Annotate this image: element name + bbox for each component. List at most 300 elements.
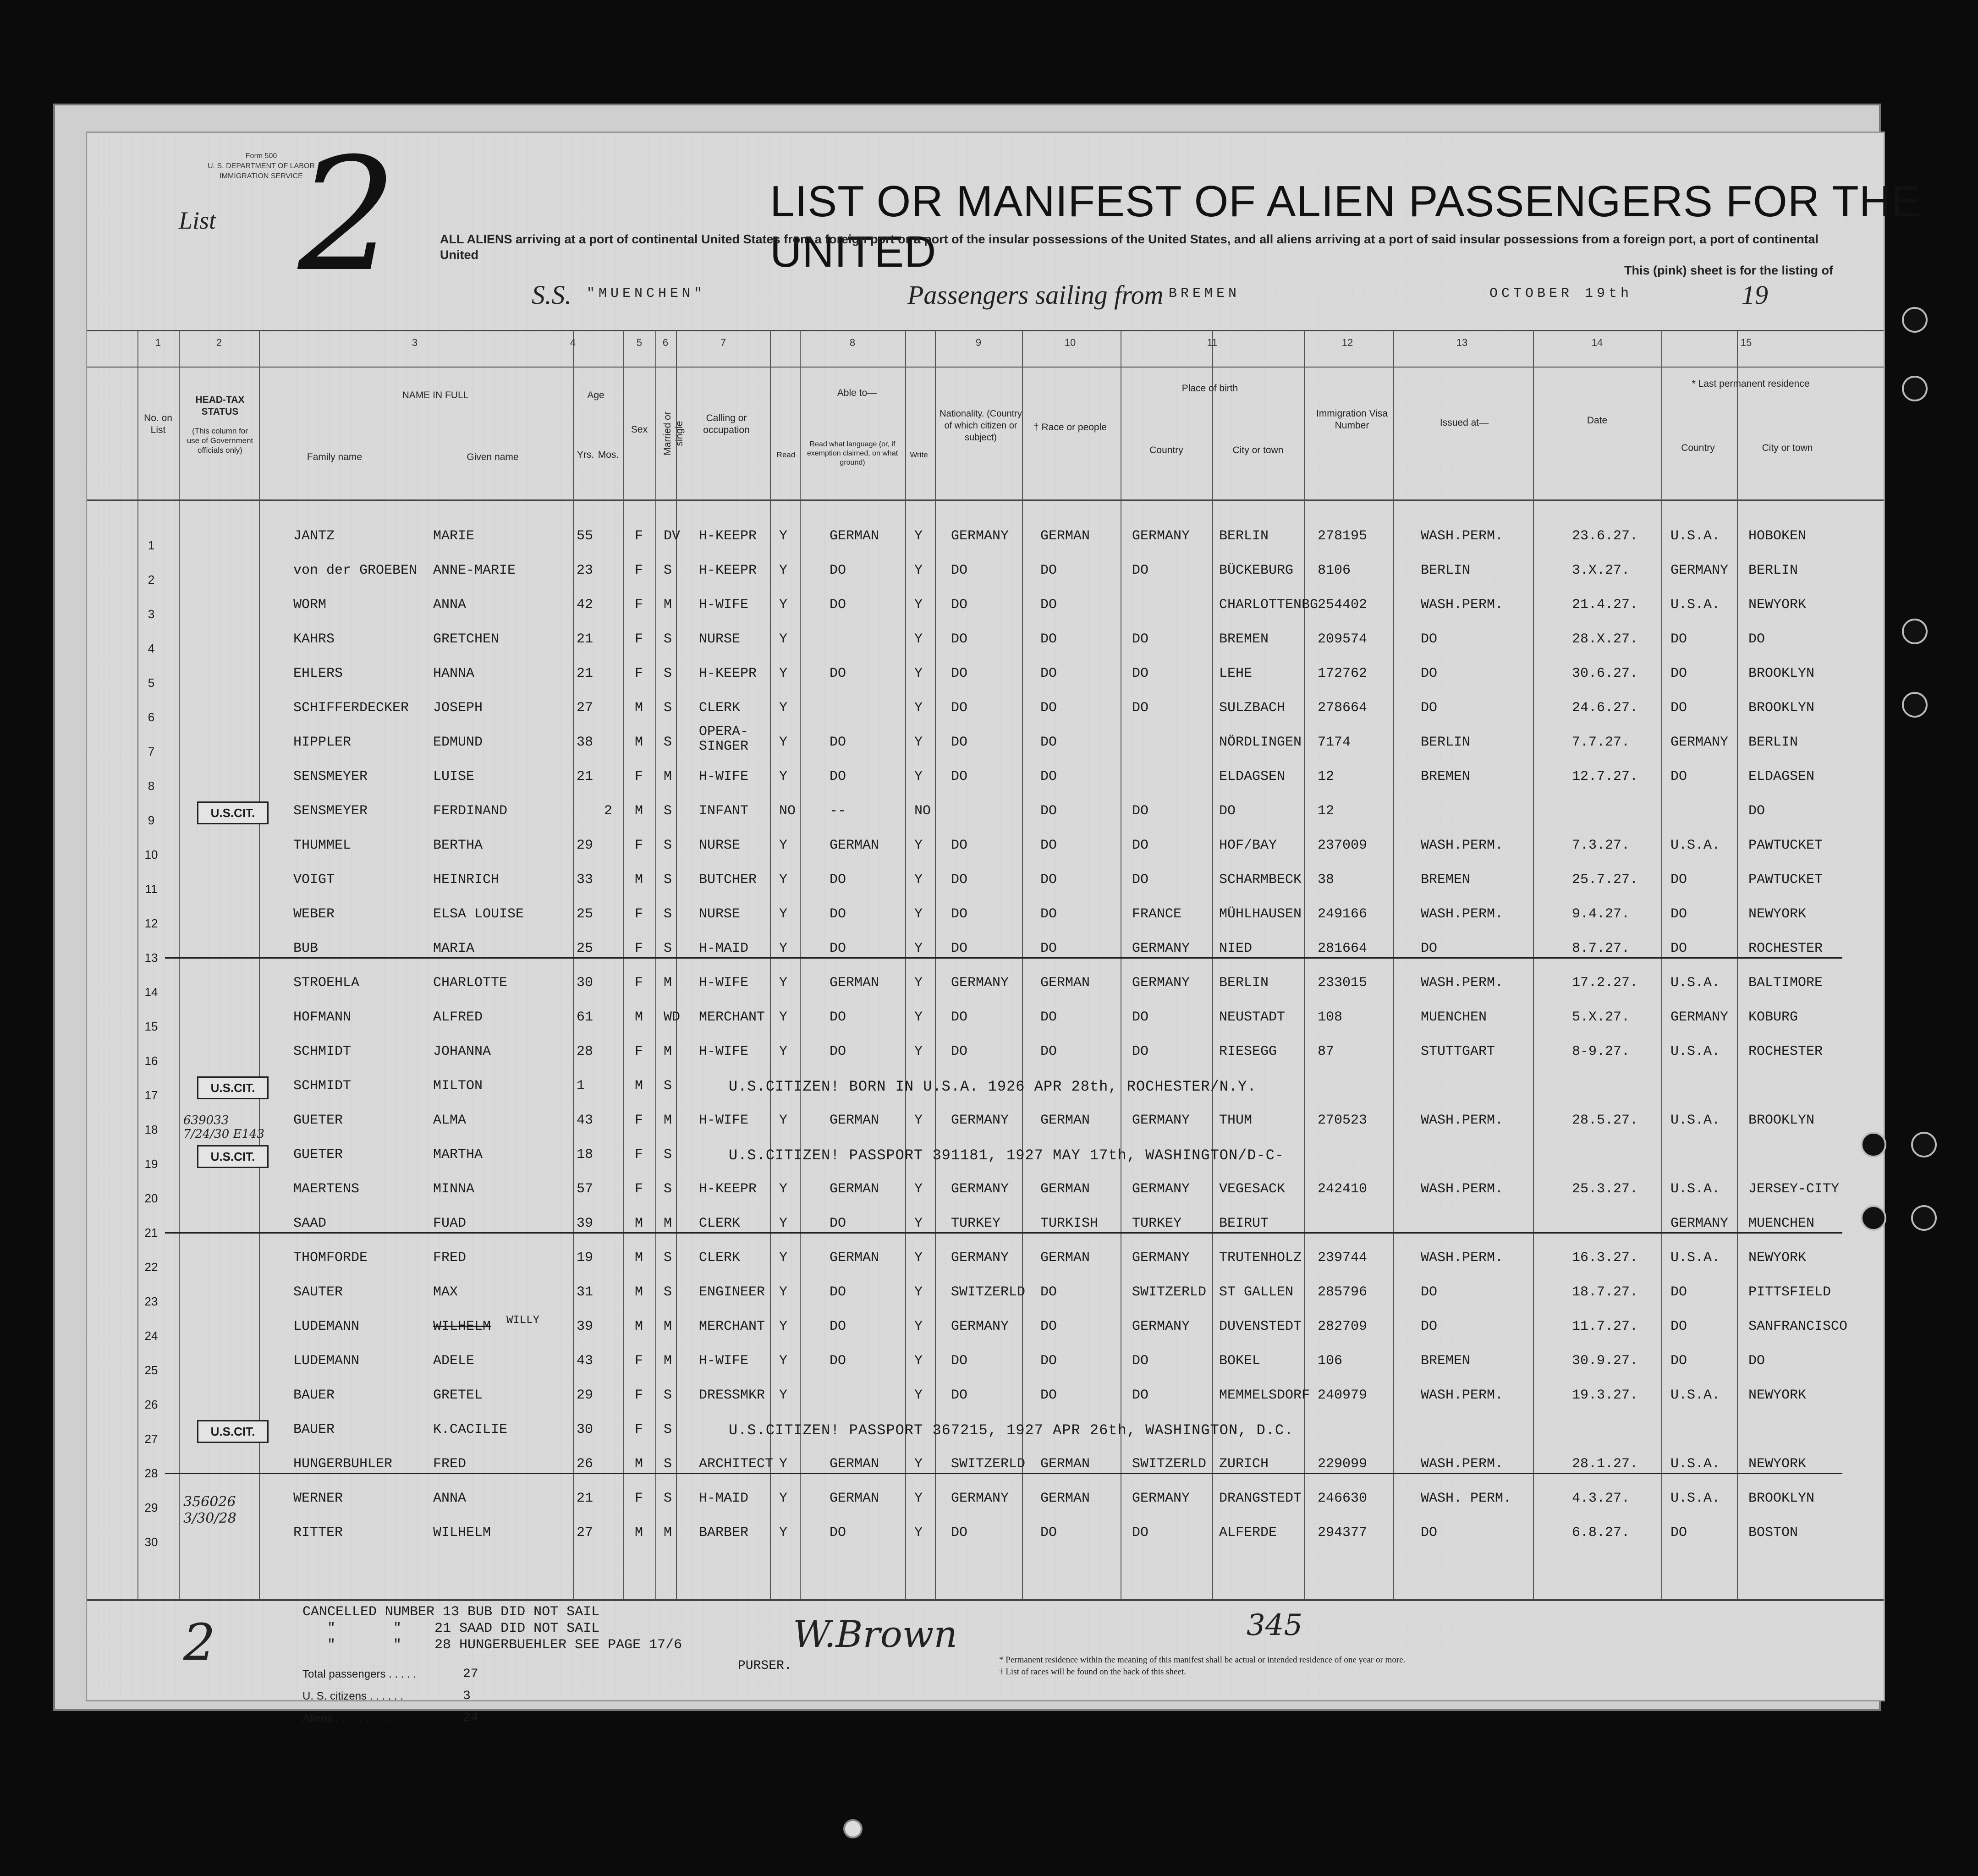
visa-date: 11.7.27. bbox=[1572, 1319, 1638, 1334]
table-row bbox=[0, 1173, 1978, 1207]
visa-date: 12.7.27. bbox=[1572, 769, 1638, 784]
hdr-place-of-birth: Place of birth bbox=[1181, 383, 1238, 394]
birth-country: SWITZERLD bbox=[1132, 1284, 1207, 1300]
birth-city: HOF/BAY bbox=[1219, 838, 1277, 853]
residence-country: DO bbox=[1670, 872, 1687, 888]
can-read: Y bbox=[779, 1216, 788, 1231]
column-number: 15 bbox=[1740, 337, 1752, 348]
birth-city: BREMEN bbox=[1219, 631, 1269, 647]
issued-at: WASH.PERM. bbox=[1421, 975, 1504, 991]
birth-country: DO bbox=[1132, 631, 1149, 647]
race: DO bbox=[1040, 1009, 1057, 1025]
given-name: BERTHA bbox=[433, 838, 483, 853]
nationality: SWITZERLD bbox=[951, 1284, 1026, 1300]
residence-country: DO bbox=[1670, 700, 1687, 716]
hdr-read: Read bbox=[776, 450, 796, 459]
read-language: -- bbox=[830, 803, 846, 819]
cancellation-notes: CANCELLED NUMBER 13 BUB DID NOT SAIL " " 21 SAAD DID NOT SAIL " " 28 HUNGERBUEHLER SEE PAGE 17/6 bbox=[302, 1604, 682, 1653]
strike-through-line bbox=[165, 1473, 1842, 1474]
hdr-res-country: Country bbox=[1681, 443, 1715, 453]
age-years: 57 bbox=[577, 1181, 593, 1197]
can-write: Y bbox=[914, 1319, 923, 1334]
visa-number: 281664 bbox=[1318, 941, 1368, 956]
read-language: DO bbox=[830, 563, 846, 578]
hdr-read-language: Read what language (or, if exemption claimed, on what ground) bbox=[807, 440, 898, 466]
colnum-rule bbox=[87, 367, 1884, 368]
race: GERMAN bbox=[1040, 528, 1090, 544]
sailing-port: BREMEN bbox=[1169, 286, 1241, 302]
nationality: DO bbox=[951, 700, 968, 716]
marital-status: S bbox=[664, 1147, 672, 1163]
marital-status: S bbox=[664, 735, 672, 750]
nationality: TURKEY bbox=[951, 1216, 1001, 1231]
can-write: Y bbox=[914, 1456, 923, 1472]
row-number: 25 bbox=[144, 1363, 158, 1377]
residence-country: U.S.A. bbox=[1670, 838, 1720, 853]
sex: F bbox=[635, 1147, 643, 1163]
can-read: Y bbox=[779, 666, 788, 681]
visa-date: 28.X.27. bbox=[1572, 631, 1638, 647]
table-row bbox=[0, 933, 1978, 966]
list-label: List bbox=[179, 207, 216, 234]
hdr-issued-at: Issued at— bbox=[1440, 417, 1489, 428]
birth-country: GERMANY bbox=[1132, 1319, 1190, 1334]
age-years: 28 bbox=[577, 1044, 593, 1059]
nationality: DO bbox=[951, 631, 968, 647]
table-row bbox=[0, 1276, 1978, 1310]
nationality: DO bbox=[951, 838, 968, 853]
race: GERMAN bbox=[1040, 1113, 1090, 1128]
sex: M bbox=[635, 1456, 643, 1472]
age-years: 1 bbox=[577, 1078, 585, 1094]
residence-city: ROCHESTER bbox=[1748, 1044, 1823, 1059]
birth-city: SULZBACH bbox=[1219, 700, 1286, 716]
visa-date: 8.7.27. bbox=[1572, 941, 1630, 956]
birth-country: DO bbox=[1132, 1353, 1149, 1369]
fine-print: * Permanent residence within the meaning of this manifest shall be actual or intended residence of one year or more. † List of races will be found on the back of this sheet. bbox=[999, 1655, 1406, 1677]
given-name: LUISE bbox=[433, 769, 475, 784]
nationality: GERMANY bbox=[951, 1491, 1009, 1506]
birth-country: DO bbox=[1132, 838, 1149, 853]
manifest-subtitle: ALL ALIENS arriving at a port of continental United States from a foreign port or a port of the insular possessions of the United States, and all aliens arriving at a port of said insular possessions from a foreign port, a port of continental United This (pink) sheet is for the listing of bbox=[440, 232, 1833, 277]
sex: F bbox=[635, 666, 643, 681]
age-years: 26 bbox=[577, 1456, 593, 1472]
birth-country: SWITZERLD bbox=[1132, 1456, 1207, 1472]
visa-date: 21.4.27. bbox=[1572, 597, 1638, 613]
read-language: DO bbox=[830, 1044, 846, 1059]
age-years: 27 bbox=[577, 1525, 593, 1541]
hdr-last-residence: * Last permanent residence bbox=[1692, 378, 1810, 389]
visa-number: 239744 bbox=[1318, 1250, 1368, 1266]
residence-city: BALTIMORE bbox=[1748, 975, 1823, 991]
residence-city: DO bbox=[1748, 803, 1765, 819]
total-passengers-value: 27 bbox=[463, 1667, 478, 1681]
marital-status: S bbox=[664, 700, 672, 716]
race: DO bbox=[1040, 563, 1057, 578]
birth-city: VEGESACK bbox=[1219, 1181, 1286, 1197]
nationality: GERMANY bbox=[951, 1250, 1009, 1266]
marital-status: S bbox=[664, 563, 672, 578]
age-years: 25 bbox=[577, 941, 593, 956]
family-name: MAERTENS bbox=[293, 1181, 360, 1197]
family-name: SENSMEYER bbox=[293, 769, 368, 784]
table-row bbox=[0, 658, 1978, 691]
hdr-mos: Mos. bbox=[598, 450, 619, 460]
race: GERMAN bbox=[1040, 1250, 1090, 1266]
can-write: Y bbox=[914, 597, 923, 613]
race: DO bbox=[1040, 769, 1057, 784]
residence-city: ROCHESTER bbox=[1748, 941, 1823, 956]
row-number: 22 bbox=[144, 1260, 158, 1274]
residence-country: U.S.A. bbox=[1670, 1113, 1720, 1128]
race: DO bbox=[1040, 1388, 1057, 1403]
occupation: H-KEEPR bbox=[699, 666, 757, 681]
visa-date: 5.X.27. bbox=[1572, 1009, 1630, 1025]
visa-number: 278195 bbox=[1318, 528, 1368, 544]
residence-city: ELDAGSEN bbox=[1748, 769, 1815, 784]
residence-city: BERLIN bbox=[1748, 735, 1798, 750]
issued-at: DO bbox=[1421, 700, 1438, 716]
family-name: von der GROEBEN bbox=[293, 563, 418, 578]
family-name: WORM bbox=[293, 597, 327, 613]
residence-country: U.S.A. bbox=[1670, 1250, 1720, 1266]
age-years: 43 bbox=[577, 1113, 593, 1128]
visa-number: 209574 bbox=[1318, 631, 1368, 647]
table-row bbox=[0, 795, 1978, 829]
footer-rule bbox=[87, 1599, 1884, 1601]
age-years: 21 bbox=[577, 769, 593, 784]
visa-date: 9.4.27. bbox=[1572, 906, 1630, 922]
can-write: Y bbox=[914, 666, 923, 681]
table-row bbox=[0, 692, 1978, 726]
race: DO bbox=[1040, 666, 1057, 681]
occupation: CLERK bbox=[699, 700, 741, 716]
race: TURKISH bbox=[1040, 1216, 1099, 1231]
table-top-rule bbox=[87, 330, 1884, 331]
ship-prefix: S.S. bbox=[532, 280, 571, 310]
can-read: Y bbox=[779, 1525, 788, 1541]
race: DO bbox=[1040, 803, 1057, 819]
birth-country: DO bbox=[1132, 803, 1149, 819]
residence-city: JERSEY-CITY bbox=[1748, 1181, 1840, 1197]
marital-status: S bbox=[664, 872, 672, 888]
us-citizens-label: U. S. citizens . . . . . . bbox=[302, 1690, 404, 1702]
read-language: DO bbox=[830, 1353, 846, 1369]
side-note-row18: 639033 7/24/30 E143 bbox=[183, 1114, 265, 1141]
read-language: DO bbox=[830, 735, 846, 750]
birth-city: RIESEGG bbox=[1219, 1044, 1277, 1059]
can-write: Y bbox=[914, 941, 923, 956]
sex: M bbox=[635, 1250, 643, 1266]
visa-number: 294377 bbox=[1318, 1525, 1368, 1541]
age-months: 2 bbox=[604, 803, 613, 819]
row-number: 26 bbox=[144, 1398, 158, 1411]
given-name: EDMUND bbox=[433, 735, 483, 750]
residence-country: U.S.A. bbox=[1670, 1181, 1720, 1197]
can-write: Y bbox=[914, 906, 923, 922]
sex: F bbox=[635, 1353, 643, 1369]
table-row bbox=[0, 1517, 1978, 1551]
can-read: Y bbox=[779, 1044, 788, 1059]
marital-status: S bbox=[664, 1181, 672, 1197]
can-write: Y bbox=[914, 975, 923, 991]
hdr-sex: Sex bbox=[631, 424, 648, 435]
row-number: 24 bbox=[144, 1329, 158, 1343]
issued-at: DO bbox=[1421, 666, 1438, 681]
marital-status: S bbox=[664, 941, 672, 956]
purser-signature: W.Brown bbox=[793, 1613, 957, 1656]
visa-number: 172762 bbox=[1318, 666, 1368, 681]
table-row bbox=[0, 1345, 1978, 1379]
table-row bbox=[0, 623, 1978, 657]
occupation: NURSE bbox=[699, 906, 741, 922]
read-language: GERMAN bbox=[830, 1491, 879, 1506]
residence-country: DO bbox=[1670, 1319, 1687, 1334]
hdr-able-to: Able to— bbox=[837, 388, 877, 398]
residence-city: NEWYORK bbox=[1748, 1388, 1807, 1403]
can-read: NO bbox=[779, 803, 796, 819]
can-write: Y bbox=[914, 872, 923, 888]
nationality: DO bbox=[951, 1525, 968, 1541]
citizen-note: U.S.CITIZEN! BORN IN U.S.A. 1926 APR 28th, ROCHESTER/N.Y. bbox=[729, 1078, 1257, 1095]
column-number: 3 bbox=[412, 337, 418, 348]
marital-status: M bbox=[664, 1044, 672, 1059]
nationality: DO bbox=[951, 1353, 968, 1369]
family-name: GUETER bbox=[293, 1147, 343, 1163]
sex: M bbox=[635, 700, 643, 716]
age-years: 33 bbox=[577, 872, 593, 888]
read-language: GERMAN bbox=[830, 838, 879, 853]
marital-status: WD bbox=[664, 1009, 681, 1025]
family-name: EHLERS bbox=[293, 666, 343, 681]
row-number: 21 bbox=[144, 1226, 158, 1240]
given-name: MARIE bbox=[433, 528, 475, 544]
occupation: OPERA- SINGER bbox=[699, 724, 749, 754]
issued-at: DO bbox=[1421, 1319, 1438, 1334]
race: DO bbox=[1040, 838, 1057, 853]
birth-city: SCHARMBECK bbox=[1219, 872, 1302, 888]
total-passengers-label: Total passengers . . . . . bbox=[302, 1668, 417, 1680]
residence-country: DO bbox=[1670, 941, 1687, 956]
birth-city: NÖRDLINGEN bbox=[1219, 735, 1302, 750]
given-name: CHARLOTTE bbox=[433, 975, 508, 991]
sex: F bbox=[635, 769, 643, 784]
nationality: DO bbox=[951, 735, 968, 750]
can-read: Y bbox=[779, 1113, 788, 1128]
residence-city: DO bbox=[1748, 1353, 1765, 1369]
nationality: GERMANY bbox=[951, 1181, 1009, 1197]
marital-status: DV bbox=[664, 528, 681, 544]
row-number: 20 bbox=[144, 1191, 158, 1205]
table-row bbox=[0, 1414, 1978, 1448]
row-number: 12 bbox=[144, 916, 158, 930]
residence-country: DO bbox=[1670, 1284, 1687, 1300]
occupation: H-WIFE bbox=[699, 1044, 749, 1059]
read-language: DO bbox=[830, 941, 846, 956]
birth-city: DUVENSTEDT bbox=[1219, 1319, 1302, 1334]
nationality: GERMANY bbox=[951, 1113, 1009, 1128]
issued-at: DO bbox=[1421, 941, 1438, 956]
given-name: FRED bbox=[433, 1456, 467, 1472]
hdr-married: Married or single bbox=[662, 411, 685, 455]
can-read: Y bbox=[779, 1181, 788, 1197]
citizen-note: U.S.CITIZEN! PASSPORT 367215, 1927 APR 26th, WASHINGTON, D.C. bbox=[729, 1422, 1294, 1439]
column-number: 9 bbox=[975, 337, 982, 348]
row-number: 17 bbox=[144, 1088, 158, 1102]
age-years: 29 bbox=[577, 1388, 593, 1403]
residence-country: DO bbox=[1670, 666, 1687, 681]
age-years: 61 bbox=[577, 1009, 593, 1025]
birth-city: BÜCKEBURG bbox=[1219, 563, 1294, 578]
marital-status: S bbox=[664, 1422, 672, 1437]
residence-country: DO bbox=[1670, 1525, 1687, 1541]
citizen-note: U.S.CITIZEN! PASSPORT 391181, 1927 MAY 17th, WASHINGTON/D-C- bbox=[729, 1147, 1285, 1164]
purser-label: PURSER. bbox=[738, 1659, 792, 1673]
can-write: Y bbox=[914, 769, 923, 784]
residence-country: DO bbox=[1670, 631, 1687, 647]
birth-country: GERMANY bbox=[1132, 1491, 1190, 1506]
occupation: CLERK bbox=[699, 1216, 741, 1231]
birth-country: DO bbox=[1132, 1009, 1149, 1025]
can-read: Y bbox=[779, 906, 788, 922]
visa-number: 240979 bbox=[1318, 1388, 1368, 1403]
row-number: 7 bbox=[148, 745, 155, 758]
hdr-birth-country: Country bbox=[1149, 445, 1183, 455]
family-name: SENSMEYER bbox=[293, 803, 368, 819]
race: DO bbox=[1040, 700, 1057, 716]
hdr-calling: Calling or occupation bbox=[703, 413, 750, 435]
visa-number: 87 bbox=[1318, 1044, 1335, 1059]
visa-number: 8106 bbox=[1318, 563, 1351, 578]
column-number: 7 bbox=[720, 337, 726, 348]
aliens-value: 24 bbox=[463, 1711, 478, 1725]
hdr-date: Date bbox=[1587, 415, 1608, 426]
table-row bbox=[0, 1139, 1978, 1173]
occupation: BUTCHER bbox=[699, 872, 757, 888]
read-language: DO bbox=[830, 1009, 846, 1025]
family-name: THOMFORDE bbox=[293, 1250, 368, 1266]
marital-status: M bbox=[664, 1216, 672, 1231]
can-write: Y bbox=[914, 1525, 923, 1541]
visa-date: 30.6.27. bbox=[1572, 666, 1638, 681]
aliens-label: Aliens . . . . . . . . . . bbox=[302, 1712, 394, 1724]
read-language: GERMAN bbox=[830, 975, 879, 991]
occupation: H-MAID bbox=[699, 1491, 749, 1506]
residence-city: BROOKLYN bbox=[1748, 1113, 1815, 1128]
race: DO bbox=[1040, 1284, 1057, 1300]
hdr-birth-city: City or town bbox=[1232, 445, 1284, 455]
age-years: 30 bbox=[577, 1422, 593, 1437]
occupation: H-MAID bbox=[699, 941, 749, 956]
birth-country: TURKEY bbox=[1132, 1216, 1182, 1231]
can-write: Y bbox=[914, 1353, 923, 1369]
form-id: Form 500 U. S. DEPARTMENT OF LABOR IMMIGRATION SERVICE bbox=[208, 152, 315, 180]
given-name: K.CACILIE bbox=[433, 1422, 508, 1437]
age-years: 27 bbox=[577, 700, 593, 716]
residence-country: DO bbox=[1670, 906, 1687, 922]
residence-city: BROOKLYN bbox=[1748, 1491, 1815, 1506]
age-years: 29 bbox=[577, 838, 593, 853]
sex: F bbox=[635, 906, 643, 922]
residence-city: BROOKLYN bbox=[1748, 700, 1815, 716]
race: DO bbox=[1040, 941, 1057, 956]
hdr-name-in-full: NAME IN FULL bbox=[402, 390, 469, 400]
birth-city: THUM bbox=[1219, 1113, 1253, 1128]
can-write: Y bbox=[914, 700, 923, 716]
given-name: MINNA bbox=[433, 1181, 475, 1197]
residence-country: U.S.A. bbox=[1670, 1491, 1720, 1506]
can-read: Y bbox=[779, 1009, 788, 1025]
birth-country: GERMANY bbox=[1132, 1181, 1190, 1197]
residence-country: GERMANY bbox=[1670, 1009, 1729, 1025]
read-language: GERMAN bbox=[830, 1456, 879, 1472]
row-number: 6 bbox=[148, 710, 155, 724]
can-read: Y bbox=[779, 597, 788, 613]
visa-number: 285796 bbox=[1318, 1284, 1368, 1300]
nationality: DO bbox=[951, 563, 968, 578]
occupation: NURSE bbox=[699, 631, 741, 647]
row-number: 23 bbox=[144, 1295, 158, 1308]
us-citizen-stamp: U.S.CIT. bbox=[197, 1420, 269, 1443]
us-citizens-value: 3 bbox=[463, 1689, 471, 1703]
issued-at: BERLIN bbox=[1421, 735, 1471, 750]
age-years: 43 bbox=[577, 1353, 593, 1369]
visa-date: 7.7.27. bbox=[1572, 735, 1630, 750]
residence-country: U.S.A. bbox=[1670, 1044, 1720, 1059]
residence-country: GERMANY bbox=[1670, 563, 1729, 578]
row-number: 29 bbox=[144, 1501, 158, 1514]
family-name: HOFMANN bbox=[293, 1009, 352, 1025]
issued-at: BREMEN bbox=[1421, 872, 1471, 888]
table-row bbox=[0, 898, 1978, 932]
residence-country: GERMANY bbox=[1670, 1216, 1729, 1231]
given-name: HANNA bbox=[433, 666, 475, 681]
issued-at: WASH. PERM. bbox=[1421, 1491, 1512, 1506]
race: DO bbox=[1040, 1353, 1057, 1369]
issued-at: DO bbox=[1421, 1525, 1438, 1541]
visa-date: 4.3.27. bbox=[1572, 1491, 1630, 1506]
sex: F bbox=[635, 1113, 643, 1128]
column-number: 13 bbox=[1456, 337, 1468, 348]
hdr-race: † Race or people bbox=[1033, 422, 1107, 433]
birth-country: GERMANY bbox=[1132, 975, 1190, 991]
sailing-label: Passengers sailing from bbox=[907, 280, 1164, 310]
visa-number: 237009 bbox=[1318, 838, 1368, 853]
issued-at: MUENCHEN bbox=[1421, 1009, 1487, 1025]
family-name: LUDEMANN bbox=[293, 1353, 360, 1369]
sex: F bbox=[635, 1491, 643, 1506]
manifest-title: LIST OR MANIFEST OF ALIEN PASSENGERS FOR THE UNITED bbox=[770, 177, 1922, 276]
given-name: FRED bbox=[433, 1250, 467, 1266]
table-row bbox=[0, 1311, 1978, 1344]
issued-at: WASH.PERM. bbox=[1421, 906, 1504, 922]
sailing-year: 19 bbox=[1742, 280, 1768, 310]
binder-hole bbox=[1902, 376, 1928, 401]
birth-country: GERMANY bbox=[1132, 528, 1190, 544]
hdr-family-name: Family name bbox=[307, 452, 363, 462]
age-years: 19 bbox=[577, 1250, 593, 1266]
visa-number: 12 bbox=[1318, 769, 1335, 784]
list-number: 2 bbox=[298, 125, 397, 306]
visa-date: 25.3.27. bbox=[1572, 1181, 1638, 1197]
residence-country: U.S.A. bbox=[1670, 1388, 1720, 1403]
hdr-head-tax: HEAD-TAX STATUS bbox=[195, 395, 245, 417]
given-name: JOHANNA bbox=[433, 1044, 491, 1059]
given-name: ANNA bbox=[433, 597, 467, 613]
issued-at: WASH.PERM. bbox=[1421, 1456, 1504, 1472]
family-name: GUETER bbox=[293, 1113, 343, 1128]
column-number: 14 bbox=[1591, 337, 1603, 348]
